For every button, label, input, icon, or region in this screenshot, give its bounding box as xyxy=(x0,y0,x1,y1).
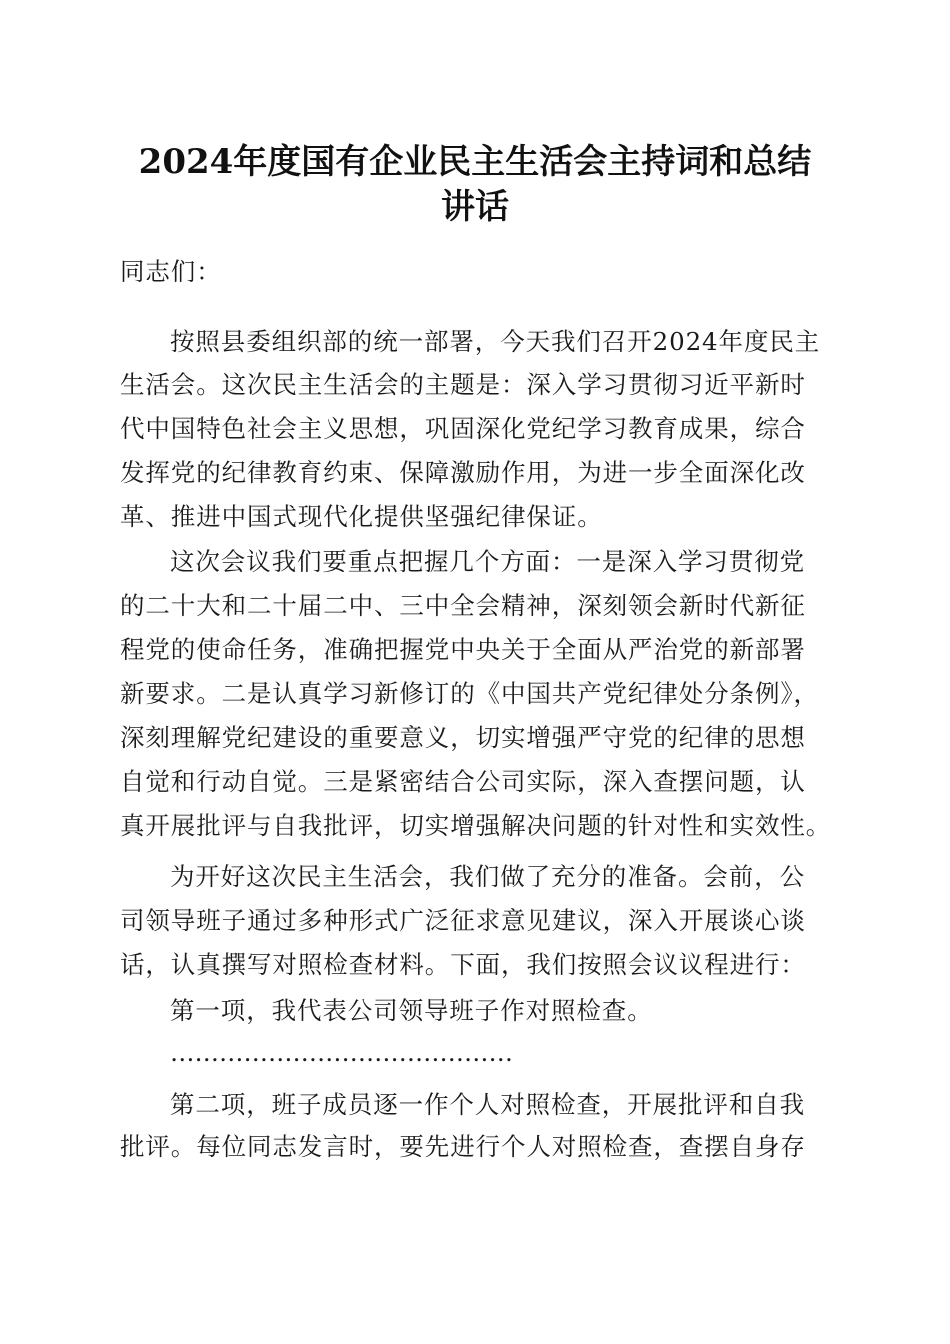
body-line: 的二十大和二十届二中、三中全会精神，深刻领会新时代新征 xyxy=(120,591,806,620)
body-line: 这次会议我们要重点把握几个方面：一是深入学习贯彻党 xyxy=(170,547,805,576)
body-line: 深刻理解党纪建设的重要意义，切实增强严守党的纪律的思想 xyxy=(120,723,806,752)
body-line: 发挥党的纪律教育约束、保障激励作用，为进一步全面深化改 xyxy=(120,458,806,487)
body-line: 代中国特色社会主义思想，巩固深化党纪学习教育成果，综合 xyxy=(120,414,806,443)
body-line: 新要求。二是认真学习新修订的《中国共产党纪律处分条例》， xyxy=(120,679,819,708)
body-line: 话，认真撰写对照检查材料。下面，我们按照会议议程进行： xyxy=(120,950,806,979)
body-line: 司领导班子通过多种形式广泛征求意见建议，深入开展谈心谈 xyxy=(120,906,806,935)
salutation: 同志们： xyxy=(120,257,222,286)
body-line: 真开展批评与自我批评，切实增强解决问题的针对性和实效性。 xyxy=(120,811,832,840)
body-line: 为开好这次民主生活会，我们做了充分的准备。会前，公 xyxy=(170,862,805,891)
ellipsis-separator: …………………………………… xyxy=(170,1038,513,1067)
body-line: 批评。每位同志发言时，要先进行个人对照检查，查摆自身存 xyxy=(120,1132,806,1161)
body-line: 革、推进中国式现代化提供坚强纪律保证。 xyxy=(120,502,603,531)
body-line: 程党的使命任务，准确把握党中央关于全面从严治党的新部署 xyxy=(120,635,806,664)
body-line: 自觉和行动自觉。三是紧密结合公司实际，深入查摆问题，认 xyxy=(120,767,806,796)
agenda-item-1: 第一项，我代表公司领导班子作对照检查。 xyxy=(170,996,653,1025)
document-title-line-2: 讲话 xyxy=(441,187,509,227)
body-line: 生活会。这次民主生活会的主题是：深入学习贯彻习近平新时 xyxy=(120,370,806,399)
agenda-item-2: 第二项，班子成员逐一作个人对照检查，开展批评和自我 xyxy=(170,1090,805,1119)
document-title-line-1: 2024年度国有企业民主生活会主持词和总结 xyxy=(138,142,812,182)
body-line: 按照县委组织部的统一部署，今天我们召开2024年度民主 xyxy=(170,327,821,356)
